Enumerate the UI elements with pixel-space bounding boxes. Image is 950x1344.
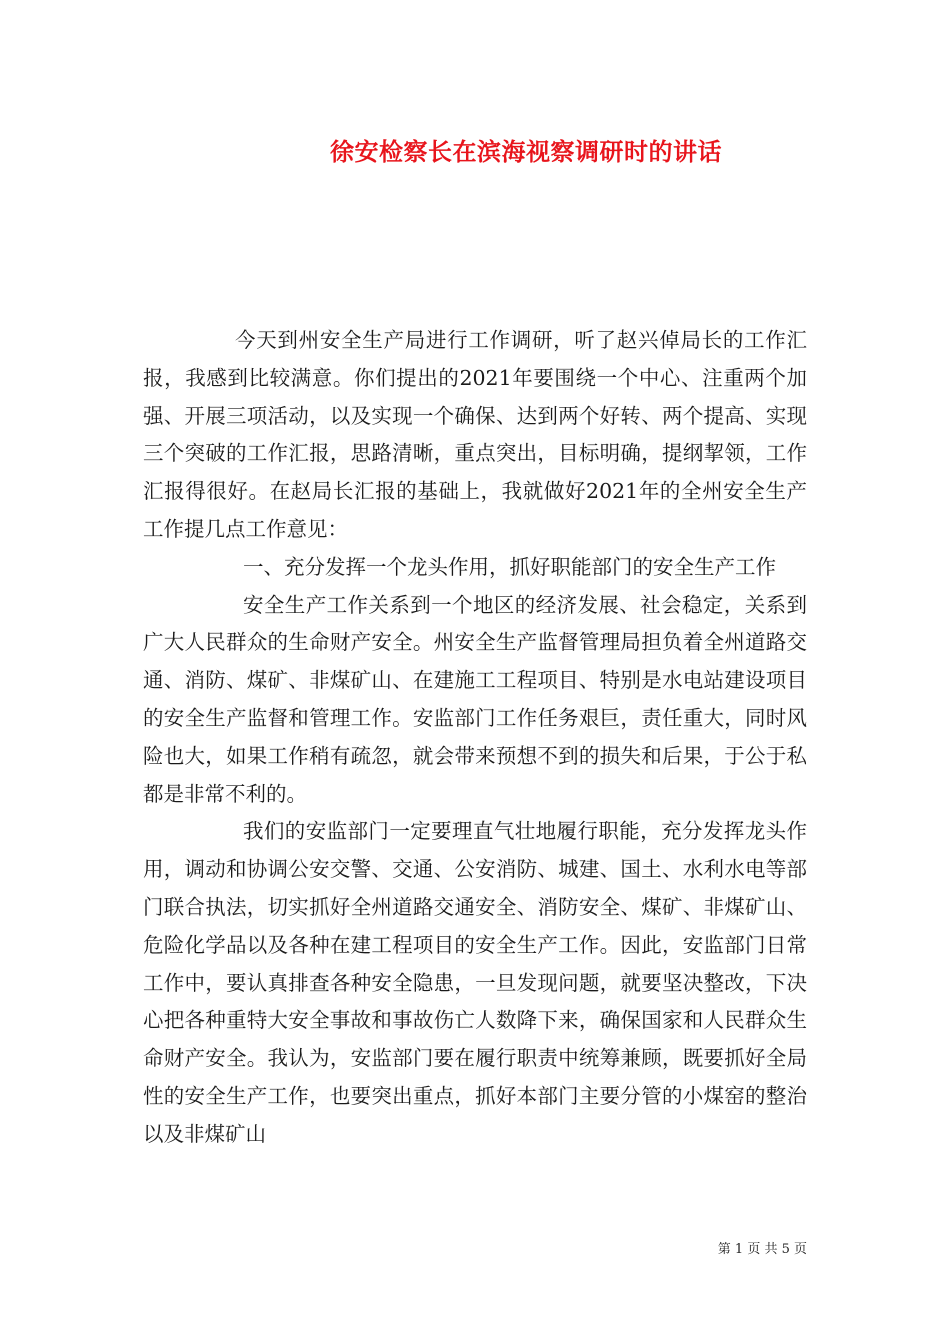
section-heading-1: 一、充分发挥一个龙头作用，抓好职能部门的安全生产工作 — [243, 554, 776, 579]
paragraph-intro: 今天到州安全生产局进行工作调研，听了赵兴倬局长的工作汇报，我感到比较满意。你们提出的2021年要围绕一个中心、注重两个加强、开展三项活动，以及实现一个确保、达到两个好转、两个提高、实现三个突破的工作汇报，思路清晰，重点突出，目标明确，提纲挈领，工作汇报得很好。在赵局长汇报的基础上，我就做好2021年的全州安全生产工作提几点工作意见： — [143, 328, 807, 541]
paragraph-supervision-duties: 我们的安监部门一定要理直气壮地履行职能，充分发挥龙头作用，调动和协调公安交警、交通、公安消防、城建、国土、水利水电等部门联合执法，切实抓好全州道路交通安全、消防安全、煤矿、非煤矿山、危险化学品以及各种在建工程项目的安全生产工作。因此，安监部门日常工作中，要认真排查各种安全隐患，一旦发现问题，就要坚决整改，下决心把各种重特大安全事故和事故伤亡人数降下来，确保国家和人民群众生命财产安全。我认为，安监部门要在履行职责中统筹兼顾，既要抓好全局性的安全生产工作，也要突出重点，抓好本部门主要分管的小煤窑的整治以及非煤矿山 — [143, 819, 807, 1146]
page-number-footer: 第 1 页 共 5 页 — [717, 1242, 807, 1257]
document-body — [143, 322, 807, 1154]
document-title: 徐安检察长在滨海视察调研时的讲话 — [330, 137, 722, 166]
paragraph-safety-importance: 安全生产工作关系到一个地区的经济发展、社会稳定，关系到广大人民群众的生命财产安全。州安全生产监督管理局担负着全州道路交通、消防、煤矿、非煤矿山、在建施工工程项目、特别是水电站建设项目的安全生产监督和管理工作。安监部门工作任务艰巨，责任重大，同时风险也大，如果工作稍有疏忽，就会带来预想不到的损失和后果，于公于私都是非常不利的。 — [143, 592, 807, 806]
